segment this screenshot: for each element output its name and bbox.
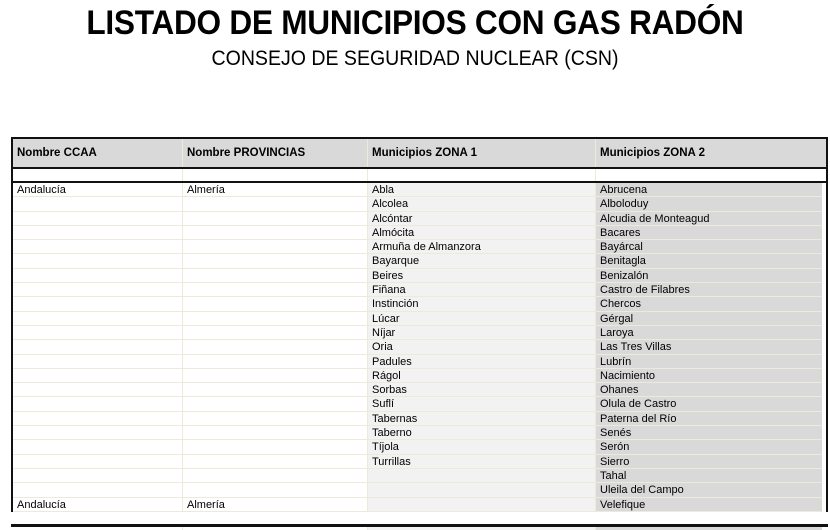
cell-ccaa (13, 483, 183, 497)
cell-zona-1: Armuña de Almanzora (368, 240, 596, 254)
table-row (13, 297, 826, 311)
empty-cell (13, 169, 183, 181)
table-row (13, 283, 826, 297)
cell-zona-1: Turrillas (368, 455, 596, 469)
cell-provincia: Almería (183, 498, 368, 512)
cell-ccaa (13, 269, 183, 283)
cell-ccaa (13, 397, 183, 411)
cell-provincia (183, 397, 368, 411)
cell-ccaa (13, 326, 183, 340)
cell-zona-2: Senés (596, 426, 822, 440)
cell-zona-2: Bacares (596, 226, 822, 240)
table-body (13, 183, 826, 512)
cell-provincia (183, 297, 368, 311)
cell-zona-2: Laroya (596, 326, 822, 340)
table-row (13, 197, 826, 211)
table-row (13, 369, 826, 383)
header-zona-1: Municipios ZONA 1 (368, 139, 596, 167)
cell-ccaa (13, 469, 183, 483)
table-row (13, 498, 826, 512)
cell-zona-2: Velefique (596, 498, 822, 512)
empty-cell (183, 169, 368, 181)
table-row (13, 426, 826, 440)
cell-provincia (183, 483, 368, 497)
table-row (13, 226, 826, 240)
table-row (13, 483, 826, 497)
document-subtitle: CONSEJO DE SEGURIDAD NUCLEAR (CSN) (211, 47, 619, 70)
table-row (13, 397, 826, 411)
cell-provincia (183, 197, 368, 211)
cell-provincia (183, 412, 368, 426)
cell-ccaa (13, 355, 183, 369)
table-row (13, 440, 826, 454)
table-row (13, 383, 826, 397)
cell-zona-1: Abla (368, 183, 596, 197)
cell-zona-2: Alcudia de Monteagud (596, 212, 822, 226)
cell-ccaa: Andalucía (13, 498, 183, 512)
cell-zona-1: Instinción (368, 297, 596, 311)
table-row (13, 355, 826, 369)
table-row (13, 412, 826, 426)
cell-zona-2: Tahal (596, 469, 822, 483)
table-row (13, 183, 826, 197)
empty-cell (596, 169, 822, 181)
cell-zona-2: Lubrín (596, 355, 822, 369)
cell-zona-2: Serón (596, 440, 822, 454)
cell-provincia (183, 269, 368, 283)
cell-provincia (183, 326, 368, 340)
cell-zona-2: Paterna del Río (596, 412, 822, 426)
cell-zona-2: Ohanes (596, 383, 822, 397)
empty-row (13, 169, 826, 183)
municipalities-table (11, 137, 828, 512)
cell-zona-1: Alcolea (368, 197, 596, 211)
cell-zona-2: Sierro (596, 455, 822, 469)
cell-provincia (183, 355, 368, 369)
cell-provincia: Almería (183, 183, 368, 197)
table-header (13, 139, 826, 169)
cell-zona-1: Alcóntar (368, 212, 596, 226)
cell-zona-2: Chercos (596, 297, 822, 311)
cell-provincia (183, 254, 368, 268)
cell-zona-1: Oria (368, 340, 596, 354)
cell-zona-2: Abrucena (596, 183, 822, 197)
cell-zona-2: Benitagla (596, 254, 822, 268)
cell-ccaa (13, 240, 183, 254)
cell-ccaa (13, 440, 183, 454)
cell-zona-1: Tabernas (368, 412, 596, 426)
table-row (13, 340, 826, 354)
cell-provincia (183, 240, 368, 254)
cell-ccaa (13, 283, 183, 297)
cell-zona-1: Padules (368, 355, 596, 369)
cell-zona-2: Castro de Filabres (596, 283, 822, 297)
cell-zona-1: Tíjola (368, 440, 596, 454)
cell-ccaa (13, 426, 183, 440)
cell-ccaa (13, 369, 183, 383)
cell-zona-2: Olula de Castro (596, 397, 822, 411)
header-ccaa: Nombre CCAA (13, 139, 183, 167)
cell-provincia (183, 312, 368, 326)
cell-zona-1: Lúcar (368, 312, 596, 326)
table-row (13, 312, 826, 326)
table-row (13, 254, 826, 268)
cell-ccaa (13, 254, 183, 268)
table-row (13, 326, 826, 340)
cell-ccaa (13, 412, 183, 426)
cell-provincia (183, 283, 368, 297)
cell-provincia (183, 455, 368, 469)
cell-zona-1: Taberno (368, 426, 596, 440)
cell-zona-1 (368, 498, 596, 512)
cell-zona-1: Sorbas (368, 383, 596, 397)
cell-ccaa (13, 197, 183, 211)
table-row (13, 455, 826, 469)
cell-ccaa (13, 212, 183, 226)
cell-zona-1: Almócita (368, 226, 596, 240)
cell-zona-1 (368, 483, 596, 497)
cell-zona-2: Nacimiento (596, 369, 822, 383)
cell-provincia (183, 212, 368, 226)
cell-ccaa (13, 383, 183, 397)
cell-zona-1 (368, 469, 596, 483)
table-row (13, 240, 826, 254)
header-zona-2: Municipios ZONA 2 (600, 147, 705, 159)
cell-zona-1: Fiñana (368, 283, 596, 297)
table-row (13, 269, 826, 283)
cell-ccaa: Andalucía (13, 183, 183, 197)
cell-ccaa (13, 455, 183, 469)
cell-zona-2: Bayárcal (596, 240, 822, 254)
cell-zona-2: Alboloduy (596, 197, 822, 211)
cell-provincia (183, 469, 368, 483)
cell-provincia (183, 383, 368, 397)
table-row (13, 212, 826, 226)
cell-zona-1: Rágol (368, 369, 596, 383)
empty-cell (368, 169, 596, 181)
cell-zona-1: Beires (368, 269, 596, 283)
cell-provincia (183, 369, 368, 383)
cell-provincia (183, 426, 368, 440)
header-provincias: Nombre PROVINCIAS (183, 139, 368, 167)
cell-ccaa (13, 340, 183, 354)
cell-ccaa (13, 297, 183, 311)
cell-zona-2: Uleila del Campo (596, 483, 822, 497)
cell-ccaa (13, 312, 183, 326)
cell-zona-2: Las Tres Villas (596, 340, 822, 354)
cell-provincia (183, 226, 368, 240)
document-title: LISTADO DE MUNICIPIOS CON GAS RADÓN (86, 4, 744, 42)
cell-zona-1: Bayarque (368, 254, 596, 268)
cell-provincia (183, 440, 368, 454)
cell-zona-2: Gérgal (596, 312, 822, 326)
cell-ccaa (13, 226, 183, 240)
cell-zona-2: Benizalón (596, 269, 822, 283)
cell-zona-1: Níjar (368, 326, 596, 340)
cell-provincia (183, 340, 368, 354)
table-row (13, 469, 826, 483)
cell-zona-1: Suflí (368, 397, 596, 411)
